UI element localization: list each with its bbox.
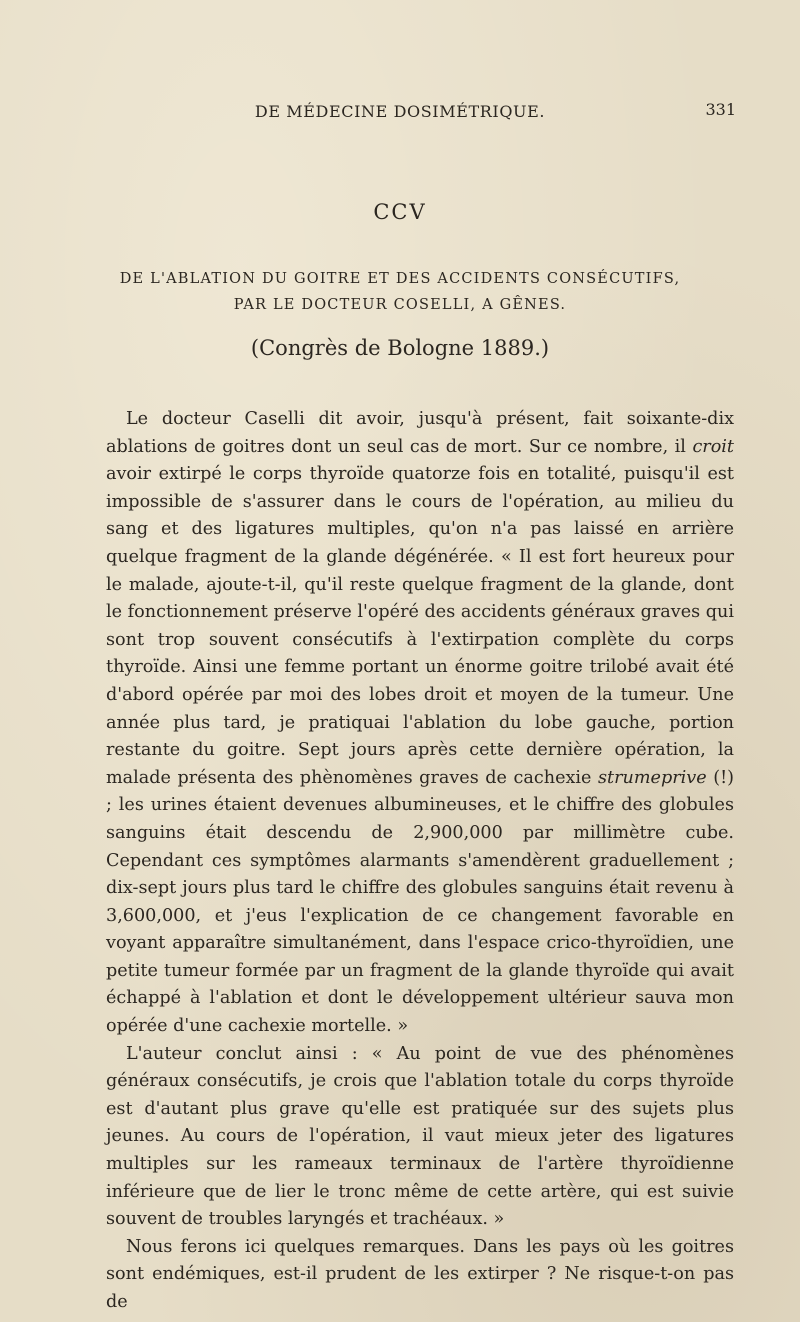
section-number: CCV [373,200,427,224]
paragraph-1 [106,406,734,1041]
paragraph-1-text-c: (!) ; les urines étaient devenues albumineuses, et le chiffre des globules sanguins était descendu de 2,900,000 par millimètre cube. Cependant ces symptômes alarmants s'amendèrent graduellement ; dix-sept jours plus tard le chiffre des globules sanguins était revenu à 3,600,000, et j'eus l'explication de ce changement favorable en voyant apparaître simultanément, dans l'espace crico-thyroïdien, une petite tumeur formée par un fragment de la glande thyroïde qui avait échappé à l'ablation et dont le développement ultérieur sauva mon opérée d'une cachexie mortelle. » [106,767,734,1037]
paragraph-1-text-b: avoir extirpé le corps thyroïde quatorze fois en totalité, puisqu'il est impossible de s'assurer dans le cours de l'opération, au milieu du sang et des ligatures multiples, qu'on n'a pas laissé en arrière quelque fragment de la glande dégénérée. « Il est fort heureux pour le malade, ajoute-t-il, qu'il reste quelque fragment de la glande, dont le fonctionnement préserve l'opéré des accidents généraux graves qui sont trop souvent consécutifs à l'extirpation complète du corps thyroïde. Ainsi une femme portant un énorme goitre trilobé avait été d'abord opérée par moi des lobes droit et moyen de la tumeur. Une année plus tard, je pratiquai l'ablation du lobe gauche, portion restante du goitre. Sept jours après cette dernière opération, la malade présenta des phènomènes graves de cachexie [106,464,734,788]
running-head [0,100,800,126]
paragraph-1-emphasis-croit: croit [692,436,734,457]
paragraph-2: L'auteur conclut ainsi : « Au point de vue des phénomènes généraux consécutifs, je crois que l'ablation totale du corps thyroïde est d'autant plus grave qu'elle est pratiquée sur des sujets plus jeunes. Au cours de l'opération, il vaut mieux jeter des ligatures multiples sur les rameaux terminaux de l'artère thyroïdienne inférieure que de lier le tronc même de cette artère, qui est suivie souvent de troubles laryngés et trachéaux. » [106,1043,734,1230]
paragraph-1-emphasis-strumeprive: strumeprive [598,767,707,788]
page-number: 331 [705,100,736,119]
article-title-line-2: PAR LE DOCTEUR COSELLI, A GÊNES. [233,297,567,313]
paragraph-1-text-a: Le docteur Caselli dit avoir, jusqu'à présent, fait soixante-dix ablations de goitres dont un seul cas de mort. Sur ce nombre, il [106,409,734,457]
paragraph-3: Nous ferons ici quelques remarques. Dans les pays où les goitres sont endémiques, est-il prudent de les extirper ? Ne risque-t-on pas de [106,1236,734,1312]
congress-note: (Congrès de Bologne 1889.) [250,336,550,360]
article-title-line-1: DE L'ABLATION DU GOITRE ET DES ACCIDENTS CONSÉCUTIFS, [119,271,681,287]
running-title: DE MÉDECINE DOSIMÉTRIQUE. [254,102,546,121]
article-title [100,266,700,318]
article-body [106,406,734,1317]
